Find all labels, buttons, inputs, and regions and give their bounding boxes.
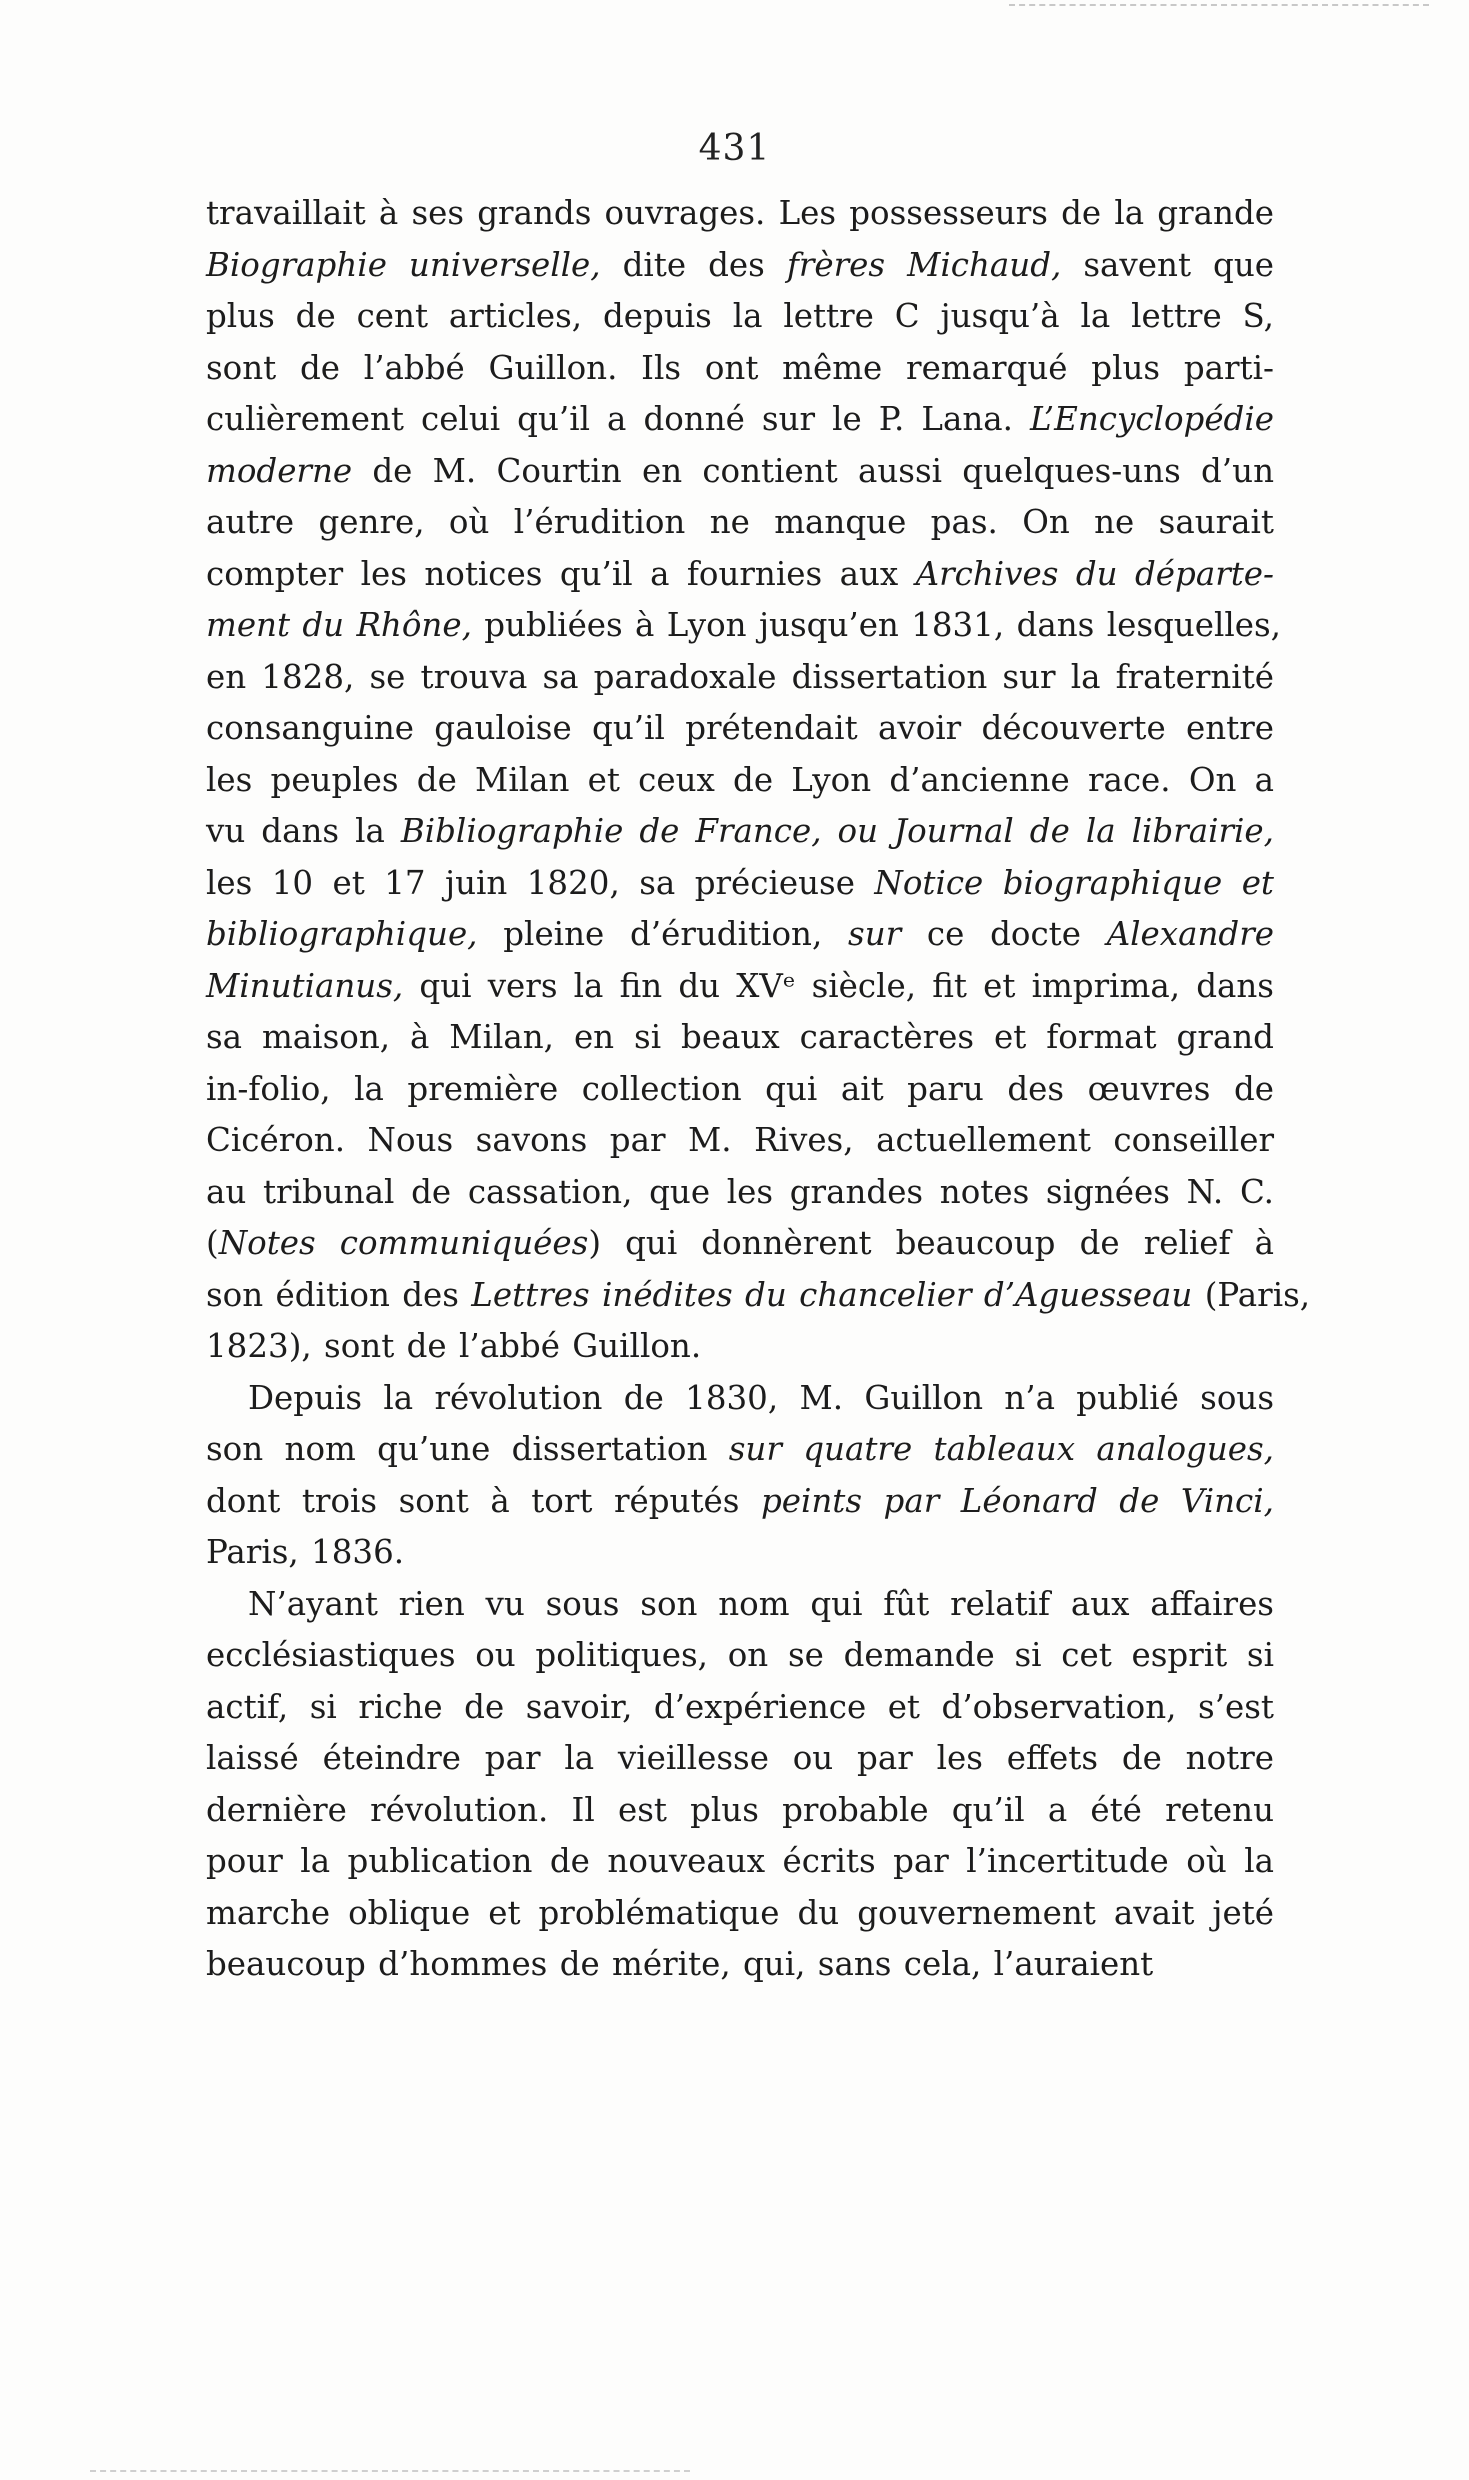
text-line: compter les notices qu’il a fournies aux Archives du départe- [206, 554, 1275, 593]
text-line: vu dans la Bibliographie de France, ou Journal de la librairie, [206, 812, 1274, 850]
italic-text: moderne [206, 451, 353, 490]
text-line: laissé éteindre par la vieillesse ou par les effets de notre [206, 1739, 1274, 1777]
text-line: ment du Rhône, publiées à Lyon jusqu’en 1831, dans lesquelles, [206, 606, 1281, 644]
text-line: au tribunal de cassation, que les grandes notes signées N. C. [206, 1172, 1274, 1211]
text-line: culièrement celui qu’il a donné sur le P. Lana. L’Encyclopédie [206, 400, 1274, 438]
italic-text: Alexandre [1106, 915, 1274, 953]
text-line: Depuis la révolution de 1830, M. Guillon n’a publié sous [248, 1378, 1274, 1417]
paragraph [206, 1373, 1274, 1579]
scan-edge-mark [90, 2470, 690, 2474]
text-line: moderne de M. Courtin en contient aussi quelques-uns d’un [206, 451, 1274, 490]
paragraph [206, 188, 1311, 1373]
text-line: Cicéron. Nous savons par M. Rives, actuellement conseiller [206, 1121, 1274, 1159]
italic-text: sur [848, 915, 902, 953]
text-line: son édition des Lettres inédites du chancelier d’Aguesseau (Paris, [206, 1275, 1311, 1314]
text-line: marche oblique et problématique du gouvernement avait jeté [206, 1893, 1274, 1932]
italic-text: peints par Léonard de Vinci, [760, 1481, 1274, 1520]
italic-text: sur quatre tableaux analogues, [728, 1430, 1274, 1468]
text-line: Minutianus, qui vers la fin du XVᵉ siècle, fit et imprima, dans [206, 966, 1274, 1005]
text-line: travaillait à ses grands ouvrages. Les possesseurs de la grande [206, 194, 1274, 232]
text-line: in-folio, la première collection qui ait paru des œuvres de [206, 1069, 1274, 1108]
italic-text: Lettres inédites du chancelier d’Aguesseau [471, 1275, 1193, 1314]
text-line: les 10 et 17 juin 1820, sa précieuse Notice biographique et [206, 863, 1274, 902]
text-line: ecclésiastiques ou politiques, on se demande si cet esprit si [206, 1636, 1274, 1674]
italic-text: ment du Rhône, [206, 606, 472, 644]
text-line: pour la publication de nouveaux écrits par l’incertitude où la [206, 1842, 1274, 1880]
text-line: actif, si riche de savoir, d’expérience et d’observation, s’est [206, 1687, 1274, 1726]
italic-text: Notes communiquées [218, 1224, 589, 1262]
italic-text: bibliographique, [206, 915, 478, 953]
text-line: beaucoup d’hommes de mérite, qui, sans cela, l’auraient [206, 1945, 1154, 1983]
text-line: consanguine gauloise qu’il prétendait avoir découverte entre [206, 709, 1274, 747]
italic-text: Minutianus, [206, 966, 404, 1005]
text-line: en 1828, se trouva sa paradoxale dissertation sur la fraternité [206, 657, 1274, 696]
text-line: N’ayant rien vu sous son nom qui fût relatif aux affaires [248, 1584, 1274, 1623]
text-line: sa maison, à Milan, en si beaux caractères et format grand [206, 1018, 1274, 1056]
text-line: 1823), sont de l’abbé Guillon. [206, 1327, 702, 1365]
text-line: autre genre, où l’érudition ne manque pas. On ne saurait [206, 503, 1274, 541]
scan-edge-mark [1009, 4, 1429, 8]
text-line: plus de cent articles, depuis la lettre C jusqu’à la lettre S, [206, 297, 1274, 335]
paragraph [206, 1579, 1274, 1991]
italic-text: Archives du départe- [915, 554, 1275, 593]
text-line: Biographie universelle, dite des frères Michaud, savent que [206, 245, 1274, 284]
italic-text: frères Michaud, [786, 245, 1062, 284]
text-line: dernière révolution. Il est plus probable qu’il a été retenu [206, 1790, 1274, 1829]
text-line: (Notes communiquées) qui donnèrent beaucoup de relief à [206, 1224, 1274, 1262]
text-line: bibliographique, pleine d’érudition, sur ce docte Alexandre [206, 915, 1274, 953]
italic-text: Biographie universelle, [206, 245, 601, 284]
body-text [206, 188, 1311, 1991]
italic-text: Notice biographique et [874, 863, 1274, 902]
text-line: sont de l’abbé Guillon. Ils ont même remarqué plus parti- [206, 348, 1274, 387]
italic-text: Bibliographie de France, ou Journal de la librairie, [400, 812, 1274, 850]
text-line: dont trois sont à tort réputés peints par Léonard de Vinci, [206, 1481, 1274, 1520]
text-line: les peuples de Milan et ceux de Lyon d’ancienne race. On a [206, 760, 1274, 799]
italic-text: L’Encyclopédie [1030, 400, 1274, 438]
text-line: son nom qu’une dissertation sur quatre tableaux analogues, [206, 1430, 1274, 1468]
text-line: Paris, 1836. [206, 1533, 405, 1571]
page-number: 431 [698, 128, 771, 169]
